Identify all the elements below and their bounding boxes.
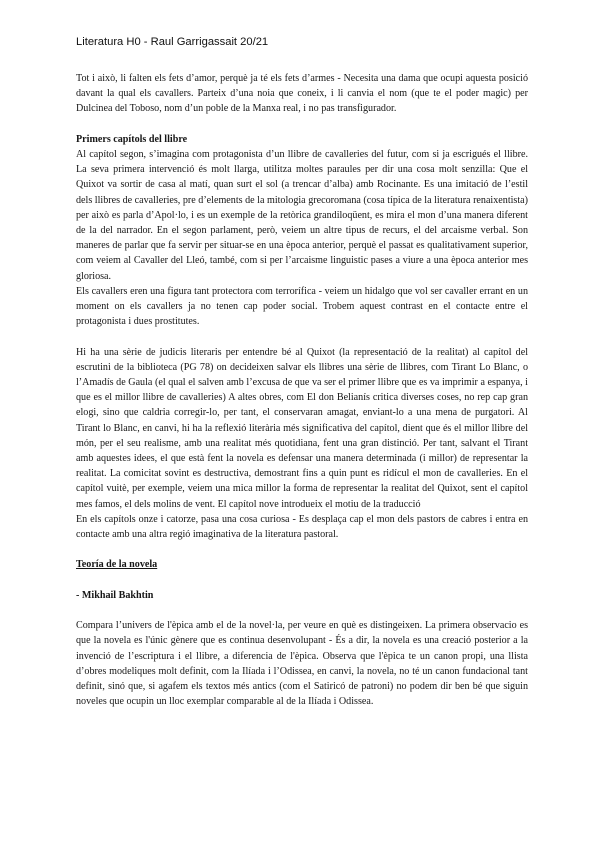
paragraph: Tot i això, li falten els fets d’amor, perquè ja té els fets d’armes - Necesita una dama que ocupi aquesta posició davant la qual els cavallers. Parteix d’una noia que coneix, i li canvia el nom (que te el poder magic) per Dulcinea del Toboso, nom d’un poble de la Manxa real, i no pas transfigurador. bbox=[76, 73, 528, 115]
paragraph: En els capítols onze i catorze, pasa una cosa curiosa - Es desplaça cap el mon dels pastors de cabres i entra en contacte amb una altra regió imaginativa de la literatura pastoral. bbox=[76, 513, 528, 541]
paragraph: Els cavallers eren una figura tant protectora com terrorífica - veiem un hidalgo que vol ser cavaller errant en un moment on els cavallers ja no tenen cap poder social. Trobem aquest contrast en el contacte entre el protagonista i dues prostitutes. bbox=[76, 285, 528, 328]
section-heading: Primers capítols del llibre bbox=[76, 133, 188, 145]
subsection-heading: - Mikhail Bakhtin bbox=[76, 589, 154, 601]
paragraph: Hi ha una sèrie de judicis literaris per entendre bé al Quixot (la representació de la realitat) al capítol del escrutini de la biblioteca (PG 78) on decideixen salvar els llibres una sèrie de llibres, com Tirant Lo Blanc, o l’Amadís de Gaula (el qual el salven amb l’excusa de que va ser el primer llibre que es va imprimir a espanya, i que es el millor llibre de cavalleries) A altes obres, com El don Belianís critica diverses coses, no rep cap gran elogi, sino que caldria corregir-lo, per tant, el conservaran amagat, enviant-lo a una mena de purgatori. Al Tirant lo Blanc, en canvi, hi ha la reflexió literària més significativa del capítol, dient que és el millor llibre del món, per el seu realisme, amb una realitat més quotidiana, fent una gran distinció. Per tant, salvant el Tirant amb aquestes idees, el que està fent la novela es defensar una manera determinada (i millor) de representar la realitat. La comicitat sovint es destructiva, demostrant fins a quin punt es ridícul el mon de cavalleries. En el capítol vuitè, per exemple, veiem una mica millor la forma de representar la realitat del Quixot, sent el capítol mes famos, el dels molins de vent. El capítol nove introdueix el motiu de la traducció bbox=[76, 346, 528, 510]
section-heading: Teoría de la novela bbox=[76, 559, 158, 571]
paragraph: Compara l’univers de l'èpica amb el de la novel·la, per veure en què es distingeixen. La primera observacio es que la novela es l'únic gènere que es continua desenvolupant - És a dir, la novela es una creació posterior a la invenció de l’escriptura i el llibre, a diferencia de l'èpica. Observa que l'èpica te un canon propi, una llista d’obres modeliques molt definit, com la Ilíada i l’Odissea, en canvi, la novela, no té un canon fundacional tant definit, sinó que, si agafem els textos més antics (com el Satiricó de patroni) no podem dir ben bé que siguin noveles que ocupin un lloc exemplar comparable al de la Ilíada i Odissea. bbox=[76, 620, 528, 708]
paragraph: Al capítol segon, s’imagina com protagonista d’un llibre de cavalleries del futur, com si ja escrigués el llibre. La seva primera intervenció és molt llarga, utilitza moltes paraules per dir una cosa molt senzilla: Que el Quixot va sortir de casa al matí, quan surt el sol (a trencar d’alba) amb Rocinante. Es una imitació de l’estil dels llibres de cavalleries, pre d’elements de la mitologia grecoromana (cosa típica de la literatura renaixentista) per això es parla d’Apol·lo, i es un exemple de la retòrica grandiloqüent, es mira el mon d’una manera diferent de la del narrador. En el segon parlament, però, veiem un altre tipus de recurs, el del arcaisme verbal. Son maneres de parlar que fa servir per situar-se en una època anterior, perquè el passat es qualitativament superior, com veiem al Cavaller del Lleó, també, com si per l’arcaisme linguistic pases a viure a una època anterior mes gloriosa. bbox=[76, 149, 528, 282]
page-header: Literatura H0 - Raul Garrigassait 20/21 bbox=[76, 36, 269, 48]
document-body bbox=[76, 71, 528, 709]
